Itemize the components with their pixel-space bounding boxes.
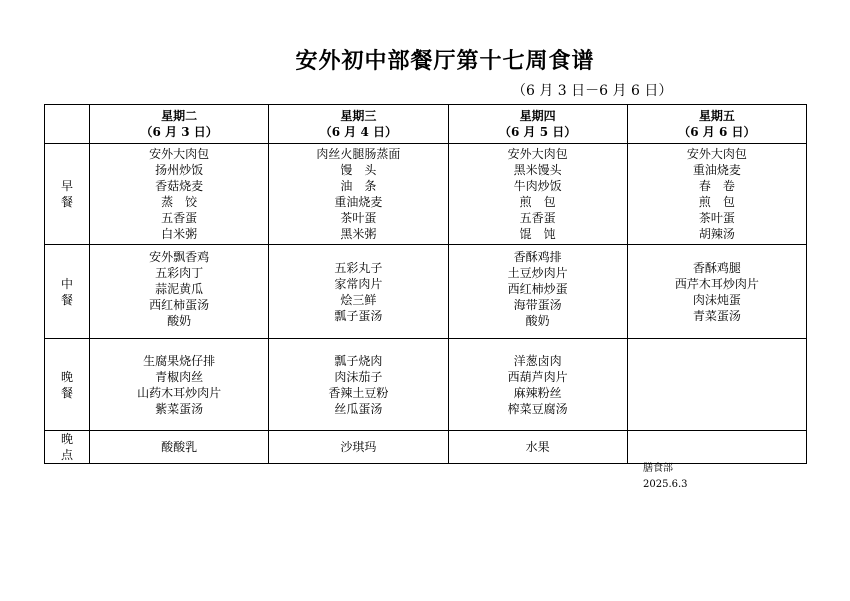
dish-item: 洋葱卤肉 — [513, 353, 562, 368]
day-date: （6 月 4 日） — [319, 125, 398, 139]
lunch-row — [45, 245, 807, 339]
dish-item: 重油烧麦 — [692, 163, 741, 177]
dish-item: 山药木耳炒肉片 — [137, 385, 222, 400]
dish-item: 五彩丸子 — [334, 260, 383, 275]
dish-item: 油 条 — [340, 179, 377, 193]
dish-item: 西芹木耳炒肉片 — [674, 276, 759, 291]
dish-item: 香辣土豆粉 — [328, 385, 389, 400]
dish-item: 肉丝火腿肠蒸面 — [316, 147, 401, 161]
dish-item: 青菜蛋汤 — [692, 308, 741, 323]
dish-item: 馄 饨 — [519, 227, 556, 241]
dish-item: 榨菜豆腐汤 — [507, 401, 568, 416]
dish-item: 春 卷 — [698, 179, 735, 193]
day-date: （6 月 6 日） — [678, 125, 756, 139]
dish-item: 海带蛋汤 — [513, 298, 562, 312]
dinner-cell-thu — [448, 339, 627, 431]
dish-item: 白米粥 — [161, 227, 198, 241]
dish-item: 五香蛋 — [161, 211, 198, 225]
day-header-thu — [448, 105, 627, 144]
day-date: （6 月 5 日） — [499, 125, 577, 139]
row-label-char: 餐 — [61, 385, 74, 400]
dish-item: 扬州炒饭 — [155, 163, 204, 177]
dish-item: 茶叶蛋 — [698, 211, 735, 225]
row-label-char: 早 — [61, 179, 74, 193]
snack-cell-thu — [448, 431, 627, 464]
dish-item: 西红柿蛋汤 — [149, 298, 210, 312]
row-label-char: 晚 — [61, 369, 74, 384]
dinner-cell-fri — [627, 339, 806, 431]
snack-cell-wed — [269, 431, 448, 464]
dish-item: 水果 — [525, 440, 550, 454]
breakfast-cell-thu — [448, 144, 627, 245]
row-label-char: 点 — [61, 448, 74, 462]
dish-item: 酸奶 — [525, 314, 550, 328]
menu-table — [44, 104, 807, 464]
day-date: （6 月 3 日） — [140, 125, 218, 139]
footer-signature — [643, 461, 688, 493]
lunch-label — [45, 245, 90, 339]
day-header-wed — [269, 105, 448, 144]
dish-item: 家常肉片 — [334, 276, 383, 291]
dinner-label — [45, 339, 90, 431]
dish-item: 香酥鸡腿 — [692, 260, 741, 275]
lunch-cell-tue — [90, 245, 269, 339]
dinner-cell-tue — [90, 339, 269, 431]
dish-item: 西葫芦肉片 — [507, 369, 568, 384]
dish-item: 茶叶蛋 — [340, 211, 377, 225]
breakfast-cell-tue — [90, 144, 269, 245]
footer-date: 2025.6.3 — [643, 479, 688, 490]
day-header-fri — [627, 105, 806, 144]
breakfast-cell-wed — [269, 144, 448, 245]
row-label-char: 餐 — [61, 195, 74, 209]
day-name: 星期二 — [161, 109, 198, 123]
dish-item: 胡辣汤 — [698, 227, 735, 241]
snack-cell-fri — [627, 431, 806, 464]
dish-item: 西红柿炒蛋 — [507, 282, 568, 296]
dish-item: 酸奶 — [167, 314, 192, 328]
dinner-cell-wed — [269, 339, 448, 431]
dish-item: 烩三鲜 — [340, 292, 377, 307]
dish-item: 安外飘香鸡 — [149, 250, 210, 264]
page-title: 安外初中部餐厅第十七周食谱 — [295, 48, 595, 74]
date-range: （6 月 3 日－6 月 6 日） — [512, 83, 673, 99]
dinner-row — [45, 339, 807, 431]
dish-item: 瓢子烧肉 — [334, 353, 383, 368]
dish-item: 蒸 饺 — [161, 195, 198, 209]
lunch-cell-thu — [448, 245, 627, 339]
dish-item: 黑米馒头 — [513, 163, 562, 177]
row-label-char: 晚 — [61, 432, 74, 446]
lunch-cell-wed — [269, 245, 448, 339]
dish-item: 丝瓜蛋汤 — [334, 401, 383, 416]
corner-cell — [45, 105, 90, 144]
snack-cell-tue — [90, 431, 269, 464]
day-name: 星期五 — [698, 109, 735, 123]
dish-item: 酸酸乳 — [161, 440, 198, 454]
lunch-cell-fri — [627, 245, 806, 339]
day-name: 星期三 — [340, 109, 377, 123]
dish-item: 安外大肉包 — [686, 147, 747, 161]
dish-item: 香菇烧麦 — [155, 179, 204, 193]
dish-item: 蒜泥黄瓜 — [155, 282, 204, 296]
dish-item: 重油烧麦 — [334, 195, 383, 209]
day-header-tue — [90, 105, 269, 144]
breakfast-label — [45, 144, 90, 245]
dish-item: 香酥鸡排 — [513, 250, 562, 264]
dish-item: 五彩肉丁 — [155, 266, 204, 280]
day-header-row — [45, 105, 807, 144]
dish-item: 麻辣粉丝 — [513, 385, 562, 400]
dish-item: 沙琪玛 — [340, 440, 377, 454]
dish-item: 牛肉炒饭 — [513, 179, 562, 193]
dish-item: 土豆炒肉片 — [507, 266, 568, 280]
dish-item: 馒 头 — [340, 163, 377, 177]
dish-item: 肉沫茄子 — [334, 369, 383, 384]
row-label-char: 中 — [61, 276, 74, 291]
row-label-char: 餐 — [61, 292, 74, 307]
dish-item: 肉沫炖蛋 — [692, 292, 741, 307]
dish-item: 青椒肉丝 — [155, 369, 204, 384]
dish-item: 紫菜蛋汤 — [155, 401, 204, 416]
dish-item: 安外大肉包 — [507, 147, 568, 161]
dish-item: 煎 包 — [698, 195, 735, 209]
dish-item: 五香蛋 — [519, 211, 556, 225]
breakfast-cell-fri — [627, 144, 806, 245]
dish-item: 煎 包 — [519, 195, 556, 209]
dish-item: 安外大肉包 — [149, 147, 210, 161]
breakfast-row — [45, 144, 807, 245]
dish-item: 黑米粥 — [340, 227, 377, 241]
snack-label — [45, 431, 90, 464]
snack-row — [45, 431, 807, 464]
dish-item: 生腐果烧仔排 — [143, 353, 216, 368]
dish-item: 瓢子蛋汤 — [334, 308, 383, 323]
day-name: 星期四 — [519, 109, 556, 123]
footer-department: 膳食部 — [643, 463, 673, 474]
